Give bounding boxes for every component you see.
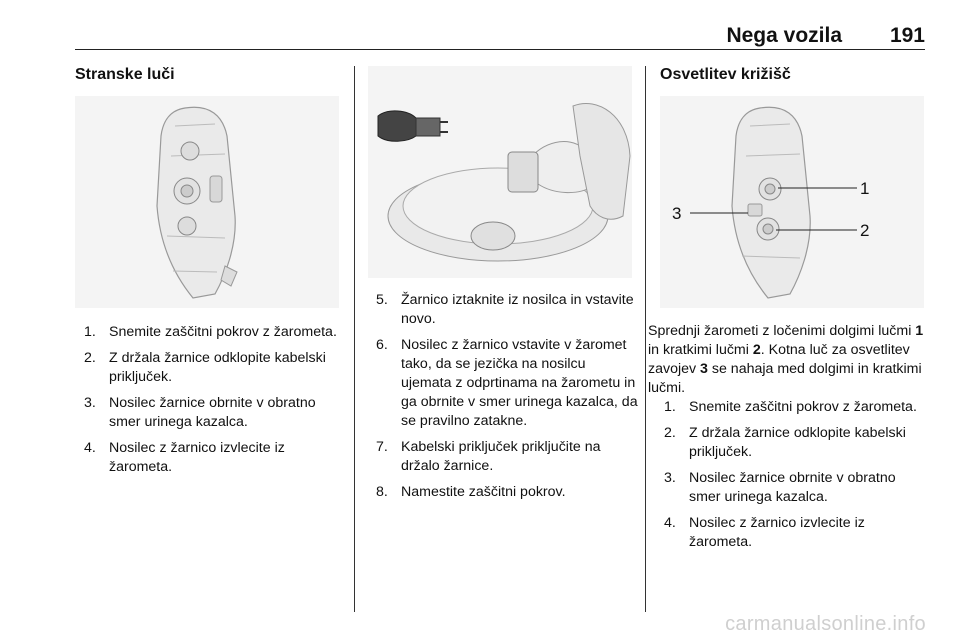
intro-paragraph: Sprednji žarometi z ločenimi dolgimi lučmi 1 in kratkimi lučmi 2. Kotna luč za osvetlitev zavojev 3 se nahaja med dolgimi in kratkimi lučmi. — [648, 323, 924, 396]
list-item: 5. Žarnico iztaknite iz nosilca in vstavite novo. — [376, 292, 634, 327]
section-heading-side-lights: Stranske luči — [75, 66, 175, 83]
list-item: 3. Nosilec žarnice obrnite v obratno smer urinega kazalca. — [664, 470, 896, 505]
list-item: 7. Kabelski priključek priključite na držalo žarnice. — [376, 439, 601, 474]
watermark: carmanualsonline.info — [725, 613, 926, 635]
list-item: 1. Snemite zaščitni pokrov z žarometa. — [84, 324, 337, 340]
page-number: 191 — [889, 24, 925, 47]
page-header — [0, 0, 960, 52]
list-item: 8. Namestite zaščitni pokrov. — [376, 484, 566, 500]
steps-list-side-lights — [84, 323, 346, 484]
steps-list-cornering — [664, 398, 926, 559]
steps-list-bulb — [376, 291, 638, 509]
column-divider-2 — [645, 66, 646, 612]
bulb-replacement-illustration — [368, 66, 632, 278]
list-item: 2. Z držala žarnice odklopite kabelski priključek. — [84, 350, 326, 385]
list-item: 3. Nosilec žarnice obrnite v obratno smer urinega kazalca. — [84, 395, 316, 430]
side-light-illustration — [75, 96, 339, 308]
cornering-light-illustration — [660, 96, 924, 308]
callout-label-3: 3 — [672, 204, 682, 223]
section-heading-cornering-light: Osvetlitev križišč — [660, 66, 791, 83]
column-divider-1 — [354, 66, 355, 612]
list-item: 4. Nosilec z žarnico izvlecite iz žarometa. — [84, 440, 285, 475]
list-item: 4. Nosilec z žarnico izvlecite iz žarometa. — [664, 515, 865, 550]
callout-label-1: 1 — [860, 179, 870, 198]
list-item: 6. Nosilec z žarnico vstavite v žaromet tako, da se jezička na nosilcu ujemata z odprtinama na žarometu in ga obrnite v smer urinega kazalca, da se pravilno zataknе. — [376, 337, 638, 429]
running-title: Nega vozila — [726, 24, 842, 47]
callout-label-2: 2 — [860, 221, 870, 240]
header-divider — [75, 49, 925, 50]
list-item: 1. Snemite zaščitni pokrov z žarometa. — [664, 399, 917, 415]
list-item: 2. Z držala žarnice odklopite kabelski priključek. — [664, 425, 906, 460]
